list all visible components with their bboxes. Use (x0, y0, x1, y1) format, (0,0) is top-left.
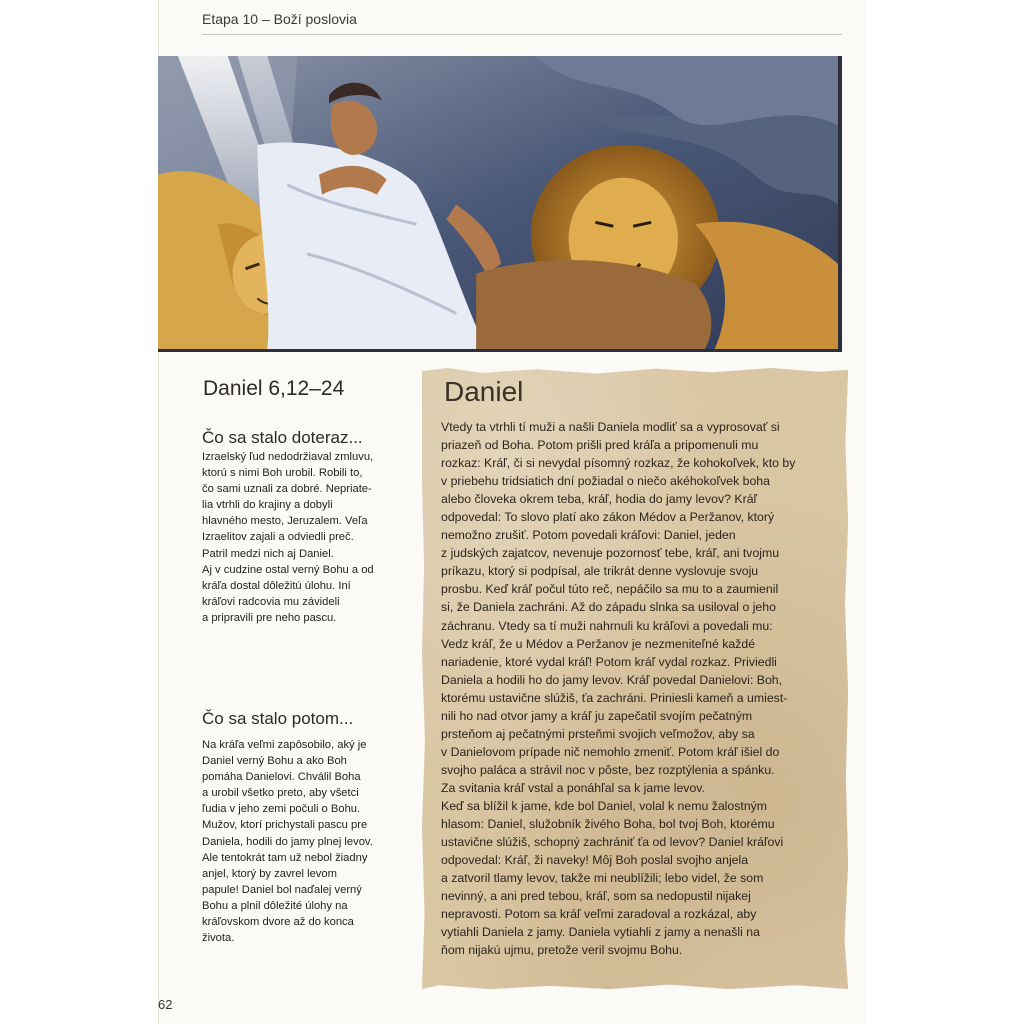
page-header: Etapa 10 – Boží poslovia (202, 11, 357, 27)
section-after-body: Na kráľa veľmi zapôsobilo, aký je Daniel verný Bohu a ako Boh pomáha Danielovi. Chválil Boha a urobil všetko preto, aby všetci ľudia v jeho zemi počuli o Bohu. Mužov, ktorí prichystali pascu pre Daniela, hodili do jamy plnej levov. Ale tentokrát tam už nebol žiadny anjel, ktorý by zavrel levom papule! Daniel bol naďalej verný Bohu a plnil dôležité úlohy na kráľovskom dvore až do konca života. (202, 739, 373, 945)
scripture-reference: Daniel 6,12–24 (203, 377, 345, 400)
section-before-title: Čo sa stalo doteraz... (202, 428, 363, 447)
lions-den-artwork (158, 56, 838, 349)
page-number: 62 (158, 997, 173, 1012)
header-divider (202, 34, 842, 35)
story-body: Vtedy ta vtrhli tí muži a našli Daniela modliť sa a vyprosovať si priazeň od Boha. Potom prišli pred kráľa a pripomenuli mu rozkaz: Kráľ, či si nevydal písomný rozkaz, že kohokoľvek, kto by v priebehu tridsiatich dní požiadal o niečo akéhokoľvek boha alebo človeka okrem teba, kráľ, hodia do jamy levov? Kráľ odpovedal: To slovo platí ako zákon Médov a Peržanov, ktorý nemožno zrušiť. Potom povedali kráľovi: Daniel, jeden z judských zajatcov, nevenuje pozornosť tebe, kráľ, ani tvojmu príkazu, ktorý si podpísal, ale trikrát denne vyslovuje svoju prosbu. Keď kráľ počul túto reč, nepáčilo sa mu to a zaumienil si, že Daniela zachráni. Až do západu slnka sa usiloval o jeho záchranu. Vtedy sa tí muži nahrnuli ku kráľovi a povedali mu: Vedz kráľ, že u Médov a Peržanov je nezmeniteľné každé nariadenie, ktoré vydal kráľ! Potom kráľ vydal rozkaz. Priviedli Daniela a hodili ho do jamy levov. Kráľ povedal Danielovi: Boh, ktorému ustavične slúžiš, ťa zachráni. Priniesli kameň a umiest- nili ho nad otvor jamy a kráľ ju zapečatil svojím pečatným prsteňom aj pečatnými prsteňmi svojich veľmožov, aby sa v Danielovom prípade nič nemohlo zmeniť. Potom kráľ išiel do svojho paláca a strávil noc v pôste, bez rozptýlenia a spánku. Za svitania kráľ vstal a ponáhľal sa k jame levov. Keď sa blížil k jame, kde bol Daniel, volal k nemu žalostným hlasom: Daniel, služobník živého Boha, bol tvoj Boh, ktorému ustavične slúžiš, schopný zachrániť ťa od levov? Daniel kráľovi odpovedal: Kráľ, ži naveky! Môj Boh poslal svojho anjela a zatvoril tlamy levov, takže mi neublížili; lebo videl, že som nevinný, a ani pred tebou, kráľ, som sa nedopustil nijakej nepravosti. Potom sa kráľ veľmi zaradoval a rozkázal, aby vytiahli Daniela z jamy. Daniela vytiahli z jamy a nenašli na ňom nijakú ujmu, pretože veril svojmu Bohu. (441, 420, 796, 958)
daniel-lions-illustration (158, 56, 842, 352)
section-before-body: Izraelský ľud nedodržiaval zmluvu, ktorú s nimi Boh urobil. Robili to, čo sami uznali za dobré. Nepriate- lia vtrhli do krajiny a dobyli hlavného mesto, Jeruzalem. Veľa Izraelitov zajali a odviedli preč. Patril medzi nich aj Daniel. Aj v cudzine ostal verný Bohu a od kráľa dostal dôležitú úlohu. Iní kráľovi radcovia mu závideli a pripravili pre neho pascu. (202, 451, 374, 624)
section-after-title: Čo sa stalo potom... (202, 709, 354, 728)
story-title: Daniel (444, 376, 524, 407)
